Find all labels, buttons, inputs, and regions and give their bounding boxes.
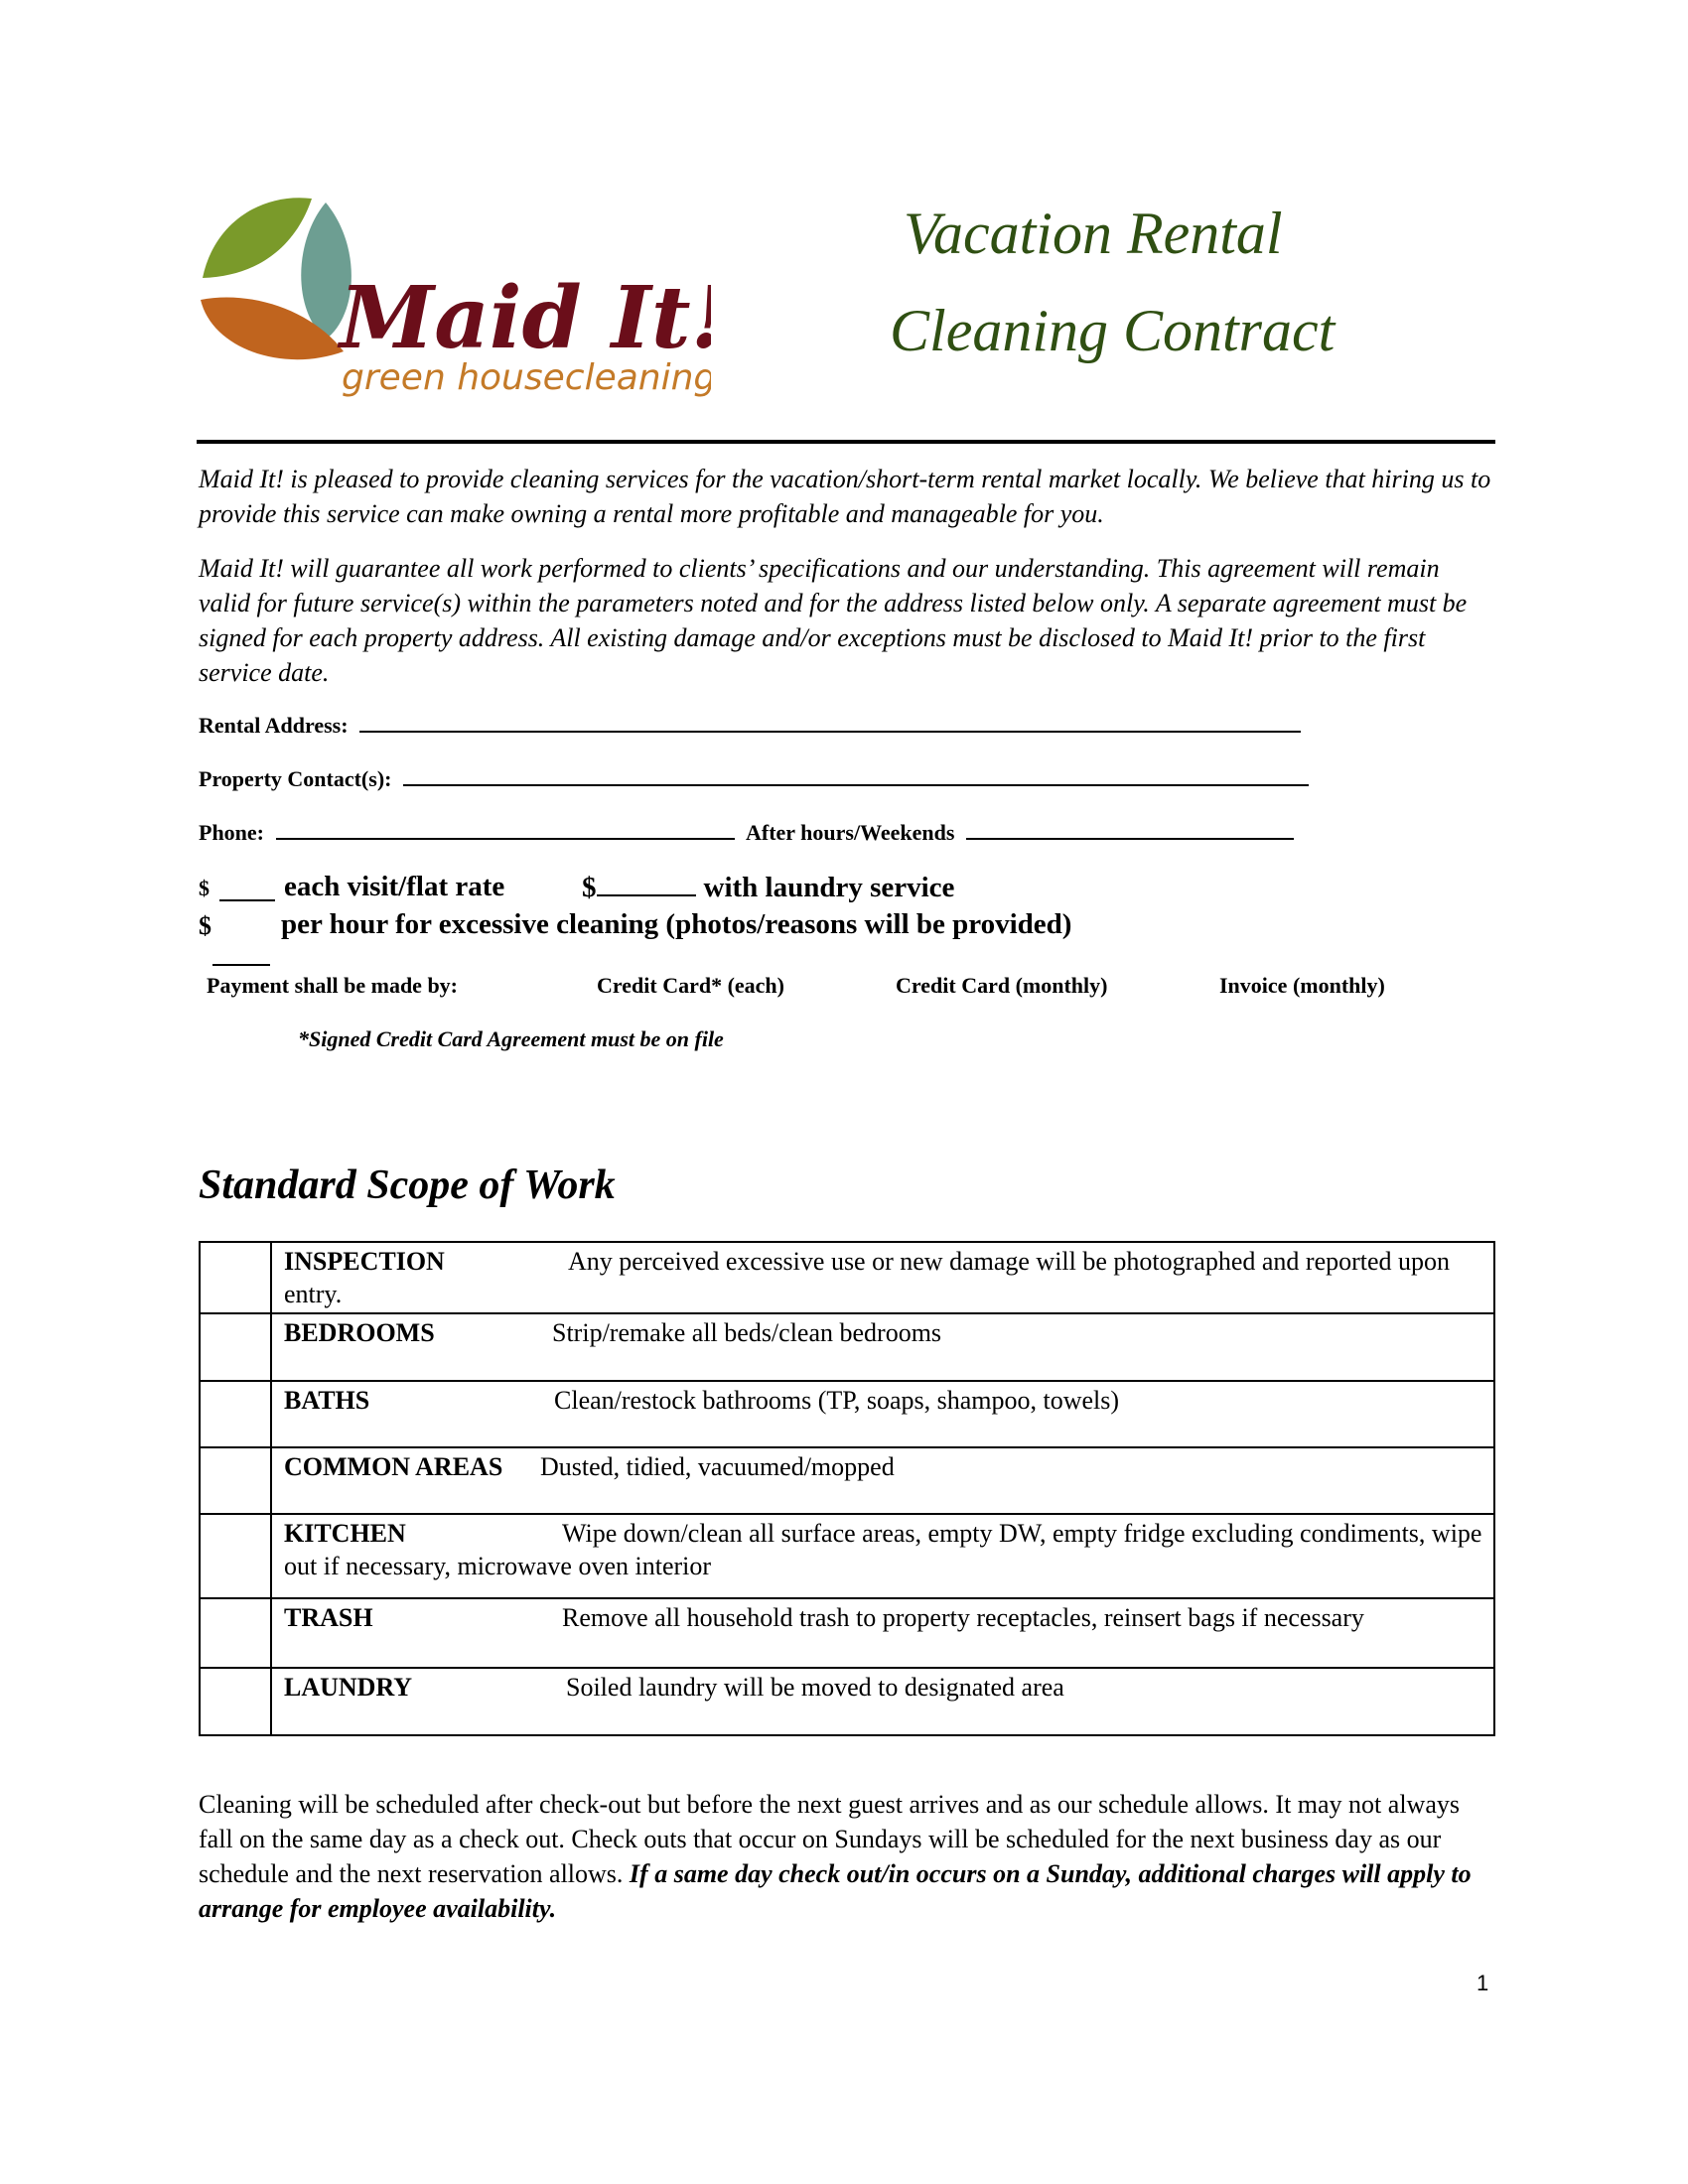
laundry-rate-label: with laundry service [703,872,955,903]
laundry-checkbox[interactable] [200,1668,271,1735]
scope-cell [271,1598,1494,1668]
table-row [200,1381,1494,1447]
phone-row [199,818,1294,847]
scope-cell [271,1381,1494,1447]
phone-field[interactable] [276,818,735,840]
table-row [200,1598,1494,1668]
closing-paragraph [199,1787,1494,1926]
logo-graphic [195,191,711,399]
closing-text: Cleaning will be scheduled after check-out but before the next guest arrives and as our schedule allows. It may not always fall on the same day as a check out. Check outs that occur on Sundays will be scheduled for the next business day as our schedule and the next reservation allows. [199,1790,1460,1888]
inspection-checkbox[interactable] [200,1242,271,1313]
hourly-rate-label: per hour for excessive cleaning (photos/reasons will be provided) [281,908,1072,940]
sunday-surcharge-notice: If a same day check out/in occurs on a Sunday, additional charges will apply to arrange for employee availability. [199,1859,1472,1923]
task-name: BEDROOMS [284,1318,435,1347]
page-number: 1 [1477,1971,1489,1995]
intro-paragraph-1: Maid It! is pleased to provide cleaning services for the vacation/short-term rental market locally. We believe that hiring us to provide this service can make owning a rental more profitable and manageable for you. [199,465,1491,528]
payment-option-invoice-monthly[interactable]: Invoice (monthly) [1219,973,1385,998]
baths-checkbox[interactable] [200,1381,271,1447]
header-divider [197,440,1495,444]
table-row [200,1313,1494,1381]
task-description: Any perceived excessive use or new damage will be photographed and reported upon entry. [284,1247,1451,1308]
laundry-rate-dollar-sign: $ [582,872,597,903]
laundry-rate-field[interactable] [597,871,696,896]
task-description: Remove all household trash to property receptacles, reinsert bags if necessary [562,1603,1364,1632]
payment-label: Payment shall be made by: [207,973,458,998]
green-leaf-icon [203,198,312,278]
logo-tagline: green housecleaning [342,357,711,398]
rental-address-row [199,711,1301,740]
task-name: KITCHEN [284,1519,406,1548]
laundry-rate-row [582,871,954,903]
table-row [200,1447,1494,1514]
table-row [200,1242,1494,1313]
property-contact-row [199,764,1309,793]
task-name: LAUNDRY [284,1673,413,1702]
task-name: INSPECTION [284,1247,445,1276]
table-row [200,1668,1494,1735]
flat-rate-label: each visit/flat rate [284,871,505,902]
trash-checkbox[interactable] [200,1598,271,1668]
phone-label: Phone: [199,820,264,845]
bedrooms-checkbox[interactable] [200,1313,271,1381]
scope-cell [271,1313,1494,1381]
payment-option-credit-card-monthly[interactable]: Credit Card (monthly) [896,973,1108,998]
scope-cell [271,1514,1494,1598]
page-title-line-1: Vacation Rental [904,201,1283,266]
scope-cell [271,1447,1494,1514]
kitchen-checkbox[interactable] [200,1514,271,1598]
flat-rate-field[interactable] [219,899,275,901]
task-description: Strip/remake all beds/clean bedrooms [552,1318,942,1347]
after-hours-label: After hours/Weekends [746,820,955,845]
page-title-line-2: Cleaning Contract [890,298,1336,363]
after-hours-field[interactable] [966,818,1294,840]
scope-heading: Standard Scope of Work [199,1162,616,1208]
hourly-rate-dollar-sign: $ [199,911,211,940]
task-description: Soiled laundry will be moved to designated area [566,1673,1064,1702]
intro-paragraph-2: Maid It! will guarantee all work performed to clients’ specifications and our understanding. This agreement will remain valid for future service(s) within the parameters noted and for the address listed below only. A separate agreement must be signed for each property address. All existing damage and/or exceptions must be disclosed to Maid It! prior to the first service date. [199,554,1468,687]
rental-address-label: Rental Address: [199,713,349,738]
rental-address-field[interactable] [359,711,1301,733]
scope-table [199,1241,1495,1736]
flat-rate-dollar-sign: $ [199,876,210,900]
task-description: Clean/restock bathrooms (TP, soaps, shampoo, towels) [554,1386,1120,1415]
property-contact-field[interactable] [403,764,1309,786]
table-row [200,1514,1494,1598]
task-name: COMMON AREAS [284,1452,503,1481]
company-logo [195,191,711,399]
hourly-rate-field[interactable] [212,964,270,966]
logo-wordmark: Maid It! [340,268,711,368]
task-description: Dusted, tidied, vacuumed/mopped [540,1452,895,1481]
task-name: TRASH [284,1603,373,1632]
common-areas-checkbox[interactable] [200,1447,271,1514]
scope-cell [271,1242,1494,1313]
payment-option-credit-card-each[interactable]: Credit Card* (each) [597,973,784,998]
task-description: Wipe down/clean all surface areas, empty DW, empty fridge excluding condiments, wipe out if necessary, microwave oven interior [284,1519,1482,1580]
task-name: BATHS [284,1386,370,1415]
credit-card-agreement-note: *Signed Credit Card Agreement must be on file [298,1026,724,1051]
scope-cell [271,1668,1494,1735]
property-contact-label: Property Contact(s): [199,766,392,791]
